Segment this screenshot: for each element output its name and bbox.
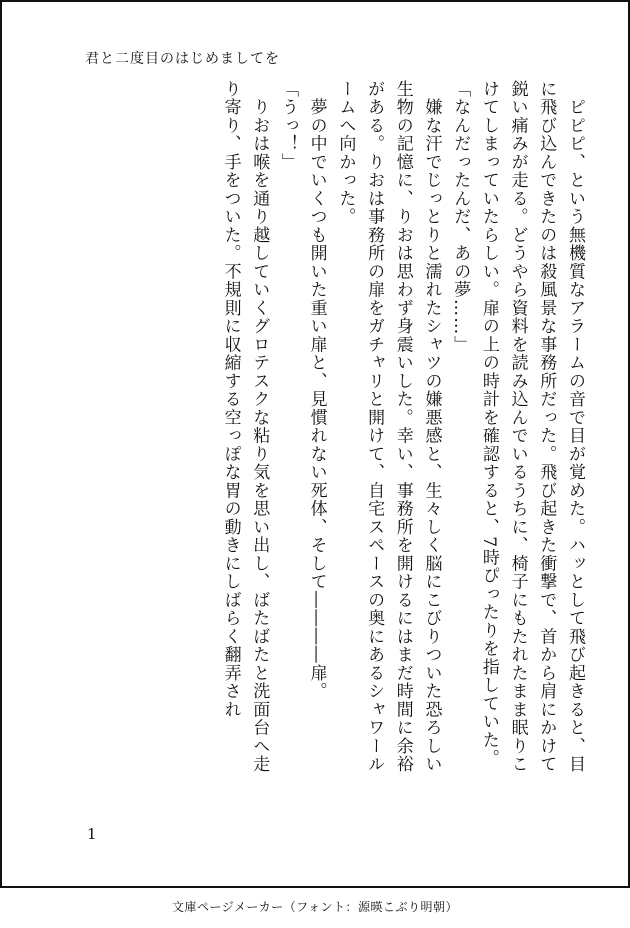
running-header: 君と二度目のはじめましてを	[85, 51, 280, 67]
paragraph-2: 「なんだったんだ、あの夢……」	[450, 80, 471, 354]
paragraph-6: りおは喉を通り越していくグロテスクな粘り気を思い出し、ばたばたと洗面台へ走り寄り、手をついた。不規則に収縮する空っぽな胃の動きにしばらく翻弄され	[220, 80, 270, 774]
paragraph-4: 夢の中でいくつも開いた重い扉と、見慣れない死体、そして――――扉。	[306, 80, 327, 701]
paragraph-5: 「うっ！」	[277, 80, 298, 172]
paragraph-3: 嫌な汗でじっとりと濡れたシャツの嫌悪感と、生々しく脳にこびりついた恐ろしい生物の記憶に、りおは思わず身震いした。幸い、事務所を開けるにはまだ時間に余裕がある。りおは事務所の扉をガチャリと開けて、自宅スペースの奥にあるシャワールームへ向かった。	[335, 80, 442, 774]
body-text	[81, 80, 589, 780]
page-number: 1	[87, 825, 97, 843]
footer-credit: 文庫ページメーカー（フォント：源暎こぶり明朝）	[171, 900, 459, 914]
paragraph-1: ピピピ、という無機質なアラームの音で目が覚めた。ハッとして飛び起きると、目に飛び込んできたのは殺風景な事務所だった。飛び起きた衝撃で、首から肩にかけて鋭い痛みが走る。どうやら資料を読み込んでいるうちに、椅子にもたれたまま眠りこけてしまっていたらしい。扉の上の時計を確認すると、7時ぴったりを指していた。	[478, 80, 585, 774]
